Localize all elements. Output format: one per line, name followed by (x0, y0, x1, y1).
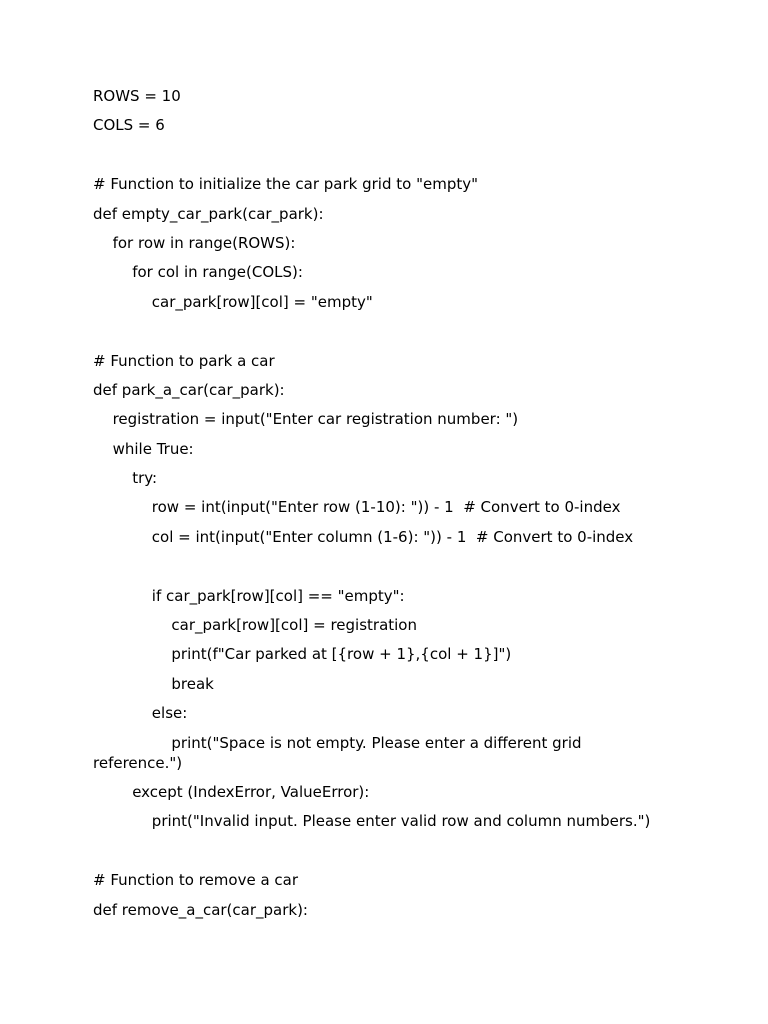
blank-line (93, 321, 693, 341)
code-line: col = int(input("Enter column (1-6): ")) - 1 # Convert to 0-index (151, 527, 634, 546)
code-line-continuation: reference.") (93, 753, 183, 772)
code-line: try: (132, 469, 158, 488)
code-line: car_park[row][col] = registration (171, 616, 417, 635)
code-line: # Function to remove a car (93, 871, 299, 890)
code-line: # Function to park a car (93, 351, 275, 370)
blank-line (93, 556, 693, 576)
blank-line (93, 841, 693, 861)
code-line: COLS = 6 (93, 116, 165, 135)
code-line: break (171, 674, 214, 693)
code-line: for col in range(COLS): (132, 263, 303, 282)
code-line: while True: (112, 439, 194, 458)
code-line (93, 733, 693, 773)
code-line: registration = input("Enter car registration number: ") (112, 410, 519, 429)
blank-line (93, 145, 693, 165)
code-line: ROWS = 10 (93, 87, 181, 105)
code-line: def remove_a_car(car_park): (93, 900, 308, 919)
code-line: # Function to initialize the car park grid to "empty" (93, 175, 479, 194)
code-line: def empty_car_park(car_park): (93, 204, 324, 223)
code-line: def park_a_car(car_park): (93, 380, 285, 399)
code-line: print("Invalid input. Please enter valid row and column numbers.") (151, 812, 651, 831)
code-line: row = int(input("Enter row (1-10): ")) - 1 # Convert to 0-index (151, 498, 621, 517)
code-line-text: print("Space is not empty. Please enter a different grid (171, 733, 582, 752)
code-line: else: (151, 704, 188, 723)
code-line: print(f"Car parked at [{row + 1},{col + 1}]") (171, 645, 512, 664)
document-body (93, 86, 693, 929)
code-line: if car_park[row][col] == "empty": (151, 586, 405, 605)
code-line: for row in range(ROWS): (112, 233, 296, 252)
code-line: except (IndexError, ValueError): (132, 782, 370, 801)
code-line: car_park[row][col] = "empty" (151, 292, 373, 311)
